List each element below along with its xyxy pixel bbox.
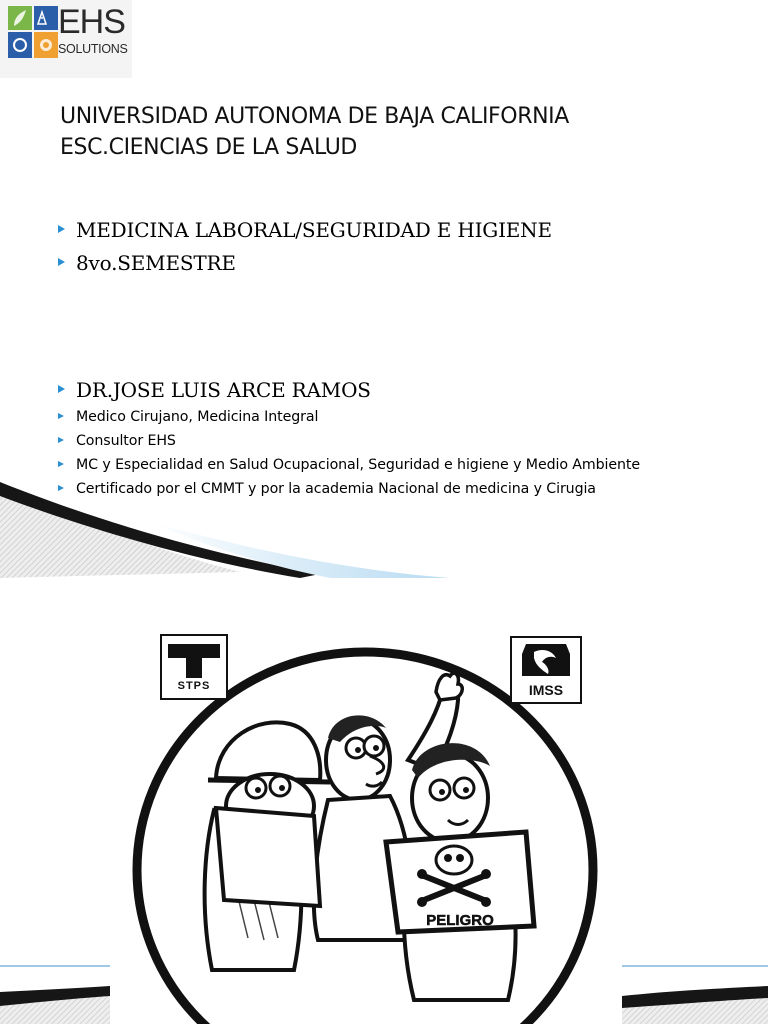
bullet-arrow-icon	[58, 413, 64, 419]
credential-text: Certificado por el CMMT y por la academia Nacional de medicina y Cirugia	[76, 481, 596, 497]
semester: 8vo.SEMESTRE	[76, 251, 236, 275]
title-line-university: UNIVERSIDAD AUTONOMA DE BAJA CALIFORNIA	[60, 104, 569, 129]
ehs-logo	[0, 0, 132, 78]
stps-badge	[160, 634, 228, 700]
bullet-credential	[58, 456, 640, 474]
bullet-arrow-icon	[58, 461, 64, 467]
bullet-arrow-icon	[58, 225, 65, 233]
credential-text: MC y Especialidad en Salud Ocupacional, Seguridad e higiene y Medio Ambiente	[76, 457, 640, 473]
bullet-credential	[58, 432, 176, 450]
imss-badge	[510, 636, 582, 704]
course-name: MEDICINA LABORAL/SEGURIDAD E HIGIENE	[76, 218, 552, 242]
bullet-credential	[58, 408, 318, 426]
bullet-semester	[58, 251, 236, 275]
sign-text: PELIGRO	[426, 912, 494, 929]
stps-label: STPS	[177, 680, 211, 692]
credential-text: Consultor EHS	[76, 433, 176, 449]
imss-logo-icon	[512, 640, 580, 684]
bullet-instructor-name	[58, 378, 371, 402]
decorative-swoosh	[0, 482, 768, 578]
bullet-course-name	[58, 218, 552, 242]
logo-subtitle: SOLUTIONS	[58, 42, 128, 56]
ehs-logo-icon	[8, 6, 58, 58]
logo-name: EHS	[58, 3, 125, 41]
decorative-bottom-band	[0, 962, 768, 1024]
title-line-school: ESC.CIENCIAS DE LA SALUD	[60, 135, 357, 160]
credential-text: Medico Cirujano, Medicina Integral	[76, 409, 319, 425]
imss-label: IMSS	[528, 682, 564, 698]
slide-title	[60, 101, 760, 163]
instructor-name: DR.JOSE LUIS ARCE RAMOS	[76, 378, 371, 402]
bullet-arrow-icon	[58, 258, 65, 266]
bullet-arrow-icon	[58, 437, 64, 443]
bullet-arrow-icon	[58, 385, 65, 393]
stps-logo-icon	[162, 638, 226, 682]
